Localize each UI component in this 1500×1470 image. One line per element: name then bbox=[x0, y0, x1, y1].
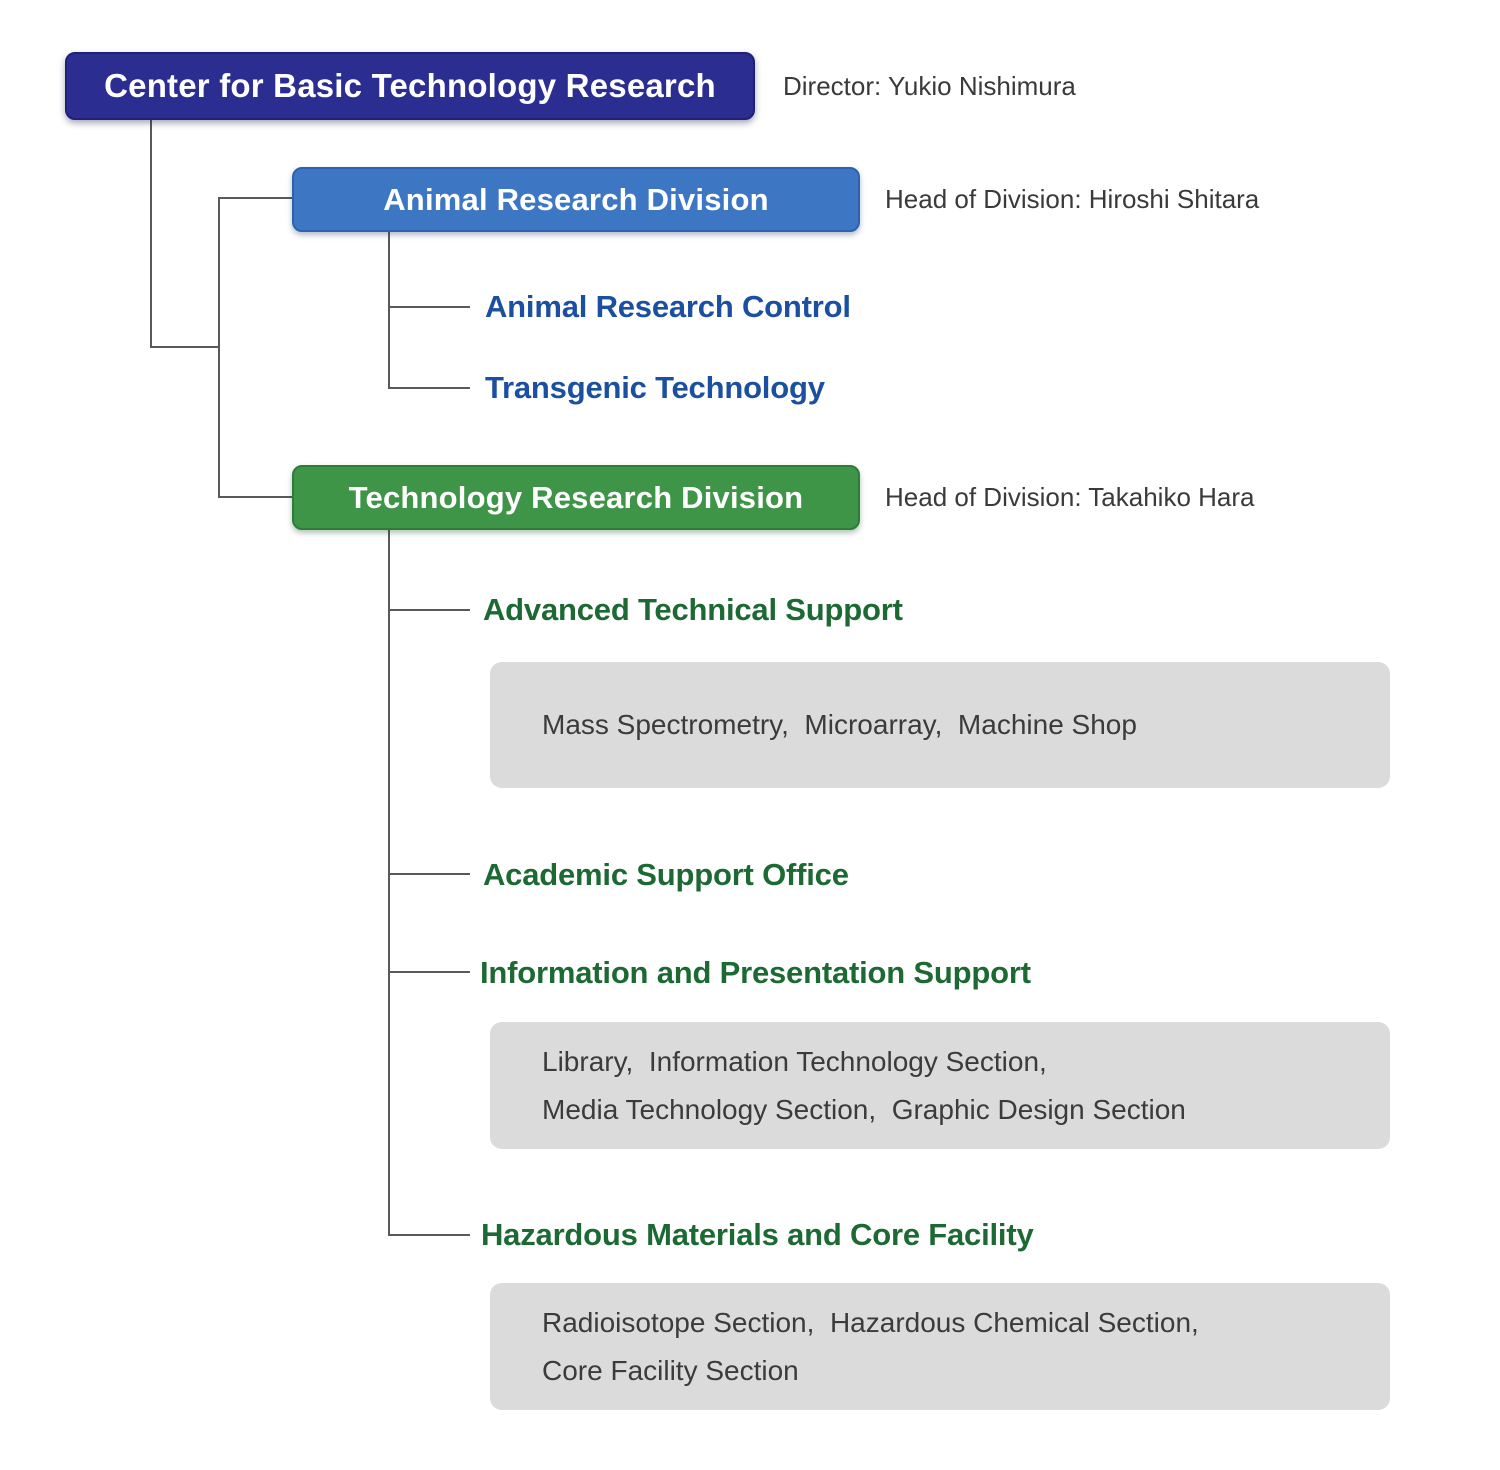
connector-tech-item2-branch bbox=[390, 873, 470, 875]
connector-animal-stem bbox=[388, 232, 390, 389]
connector-animal-branch bbox=[220, 197, 292, 199]
animal-item-animal-research-control: Animal Research Control bbox=[485, 289, 851, 324]
detail-panel-text: Media Technology Section, Graphic Design Section bbox=[542, 1093, 1186, 1125]
detail-panel-advanced-technical-support bbox=[490, 662, 1390, 788]
connector-animal-item1-branch bbox=[390, 306, 470, 308]
tech-item-information-and-presentation-support: Information and Presentation Support bbox=[480, 955, 1031, 990]
connector-tech-branch bbox=[220, 496, 292, 498]
animal-division-title: Animal Research Division bbox=[383, 181, 769, 217]
connector-root-stem bbox=[150, 120, 152, 347]
director-label: Director: Yukio Nishimura bbox=[783, 70, 1076, 101]
connector-tech-stem bbox=[388, 530, 390, 1236]
detail-panel-text: Mass Spectrometry, Microarray, Machine Shop bbox=[542, 709, 1137, 740]
root-box-center-for-basic-technology-research bbox=[65, 52, 755, 120]
detail-panel-information-and-presentation-support bbox=[490, 1022, 1390, 1149]
root-box-title: Center for Basic Technology Research bbox=[104, 67, 716, 104]
tech-item-advanced-technical-support: Advanced Technical Support bbox=[483, 592, 903, 627]
connector-tech-item3-branch bbox=[390, 971, 470, 973]
tech-item-academic-support-office: Academic Support Office bbox=[483, 857, 849, 892]
tech-division-title: Technology Research Division bbox=[348, 479, 804, 515]
detail-panel-text: Radioisotope Section, Hazardous Chemical Section, bbox=[542, 1306, 1199, 1338]
detail-panel-text: Library, Information Technology Section, bbox=[542, 1045, 1047, 1077]
connector-tech-item4-branch bbox=[390, 1234, 470, 1236]
connector-divisions-vertical bbox=[218, 197, 220, 498]
tech-item-hazardous-materials-and-core-facility: Hazardous Materials and Core Facility bbox=[481, 1217, 1034, 1252]
division-box-technology-research bbox=[292, 465, 860, 530]
detail-panel-hazardous-materials-and-core-facility bbox=[490, 1283, 1390, 1410]
connector-tech-item1-branch bbox=[390, 609, 470, 611]
detail-panel-text: Core Facility Section bbox=[542, 1354, 799, 1386]
tech-division-head-label: Head of Division: Takahiko Hara bbox=[885, 482, 1255, 512]
animal-division-head-label: Head of Division: Hiroshi Shitara bbox=[885, 184, 1260, 214]
animal-item-transgenic-technology: Transgenic Technology bbox=[485, 370, 825, 405]
division-box-animal-research bbox=[292, 167, 860, 232]
connector-root-elbow bbox=[150, 346, 220, 348]
connector-animal-item2-branch bbox=[390, 387, 470, 389]
